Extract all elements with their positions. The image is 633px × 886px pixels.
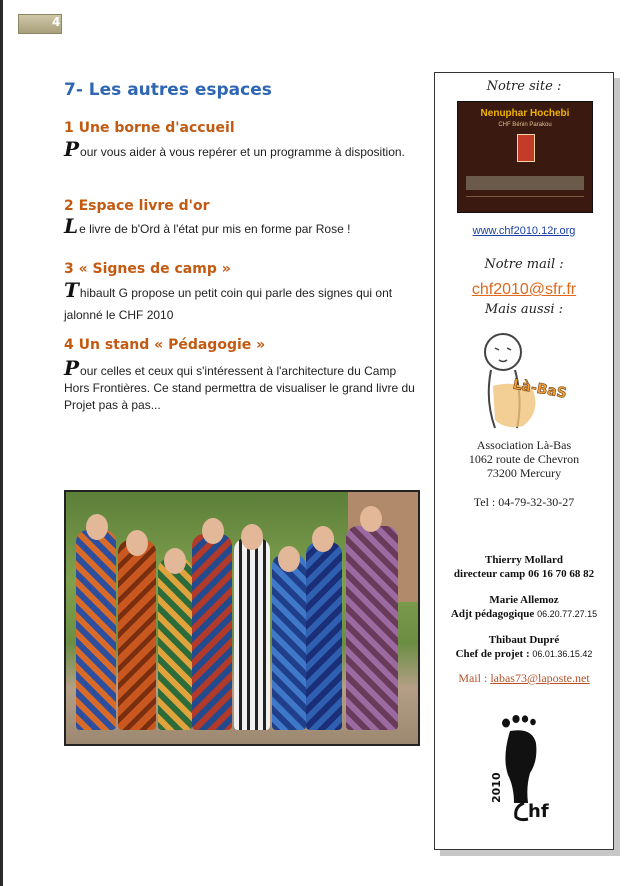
chf-logo xyxy=(490,713,560,823)
person-head xyxy=(312,526,334,552)
chf-logo-c-icon xyxy=(516,803,528,820)
contact-role: Adjt pédagogique xyxy=(450,608,535,620)
site-label: Notre site : xyxy=(486,79,562,94)
person xyxy=(76,530,116,730)
website-subline: CHF Bénin Parakou xyxy=(498,122,552,128)
item-text-4 xyxy=(64,356,424,414)
person xyxy=(272,554,306,730)
dropcap: L xyxy=(64,214,79,238)
website-image-icon xyxy=(517,134,535,162)
person xyxy=(192,534,232,730)
contact-name: Thierry Mollard xyxy=(485,554,563,566)
footprint-toe-icon xyxy=(522,715,528,722)
person-head xyxy=(278,546,300,572)
contact-phone: 06 16 70 68 82 xyxy=(528,568,595,580)
item-heading-2: 2 Espace livre d'or xyxy=(64,198,210,214)
contact-role: directeur camp xyxy=(453,568,526,580)
contact-phone: 06.20.77.27.15 xyxy=(537,609,598,619)
person xyxy=(346,526,398,730)
contact-mail-line xyxy=(435,671,613,686)
footprint-toe-icon xyxy=(530,719,536,725)
dropcap: T xyxy=(64,278,79,302)
site-url-link[interactable]: www.chf2010.12r.org xyxy=(472,225,576,237)
person-head xyxy=(360,506,382,532)
page-number: 4 xyxy=(52,15,61,29)
person-head xyxy=(86,514,108,540)
item-text-1 xyxy=(64,137,424,163)
contact-name: Marie Allemoz xyxy=(489,594,559,606)
person-head xyxy=(202,518,224,544)
website-footer xyxy=(466,196,584,205)
website-screenshot[interactable] xyxy=(457,101,593,213)
contact-mail-label: Mail : xyxy=(458,671,488,685)
person-head xyxy=(164,548,186,574)
contact-role-line xyxy=(435,567,613,581)
section-title: 7- Les autres espaces xyxy=(64,80,272,100)
person-head xyxy=(241,524,263,550)
website-photo-strip xyxy=(466,176,584,190)
contact-phone: 06.01.36.15.42 xyxy=(532,649,593,659)
item-heading-3: 3 « Signes de camp » xyxy=(64,261,231,277)
contact-role-line xyxy=(435,647,613,661)
footprint-toe-icon xyxy=(512,715,519,723)
footprint-toe-icon xyxy=(502,719,510,728)
association-name: Association Là-Bas xyxy=(476,438,572,452)
item-body: our celles et ceux qui s'intéressent à l'architecture du Camp Hors Frontières. Ce stand permettra de visualiser le grand livre du Projet pas à pas... xyxy=(64,364,415,412)
chf-logo-text: hf xyxy=(528,801,549,822)
contact-mail-link[interactable]: labas73@laposte.net xyxy=(490,671,590,685)
contact-role-line xyxy=(435,607,613,621)
item-body: e livre de b'Ord à l'état pur mis en forme par Rose ! xyxy=(79,222,351,236)
association-tel: Tel : 04-79-32-30-27 xyxy=(473,495,575,509)
item-body: our vous aider à vous repérer et un programme à disposition. xyxy=(80,145,405,159)
labas-logo xyxy=(473,326,575,434)
item-heading-1: 1 Une borne d'accueil xyxy=(64,120,235,136)
mail-link[interactable]: chf2010@sfr.fr xyxy=(471,281,577,298)
labas-logo-head-icon xyxy=(485,334,521,370)
dropcap: P xyxy=(64,137,80,161)
group-photo xyxy=(64,490,420,746)
labas-logo-face-icon xyxy=(495,348,511,362)
dropcap: P xyxy=(64,356,80,380)
person xyxy=(118,540,156,730)
person xyxy=(158,558,192,730)
footprint-icon xyxy=(505,730,536,803)
person xyxy=(306,542,342,730)
contact-role: Chef de projet : xyxy=(455,648,530,660)
item-text-2 xyxy=(64,214,424,240)
item-body: hibault G propose un petit coin qui parle des signes qui ont jalonné le CHF 2010 xyxy=(64,286,393,322)
person xyxy=(234,538,270,730)
contact-name: Thibaut Dupré xyxy=(488,634,560,646)
item-heading-4: 4 Un stand « Pédagogie » xyxy=(64,337,266,353)
association-address-2: 73200 Mercury xyxy=(486,466,562,480)
contact-sidebar xyxy=(434,72,614,850)
person-head xyxy=(126,530,148,556)
association-address-1: 1062 route de Chevron xyxy=(468,452,580,466)
chf-logo-year: 2010 xyxy=(490,772,503,803)
mail-label: Notre mail : xyxy=(484,257,564,272)
also-label: Mais aussi : xyxy=(484,302,564,317)
labas-logo-text: Là-BaS xyxy=(511,376,568,402)
item-text-3 xyxy=(64,278,424,326)
website-banner: Nenuphar Hochebi xyxy=(480,108,570,119)
page-left-border xyxy=(0,0,3,886)
